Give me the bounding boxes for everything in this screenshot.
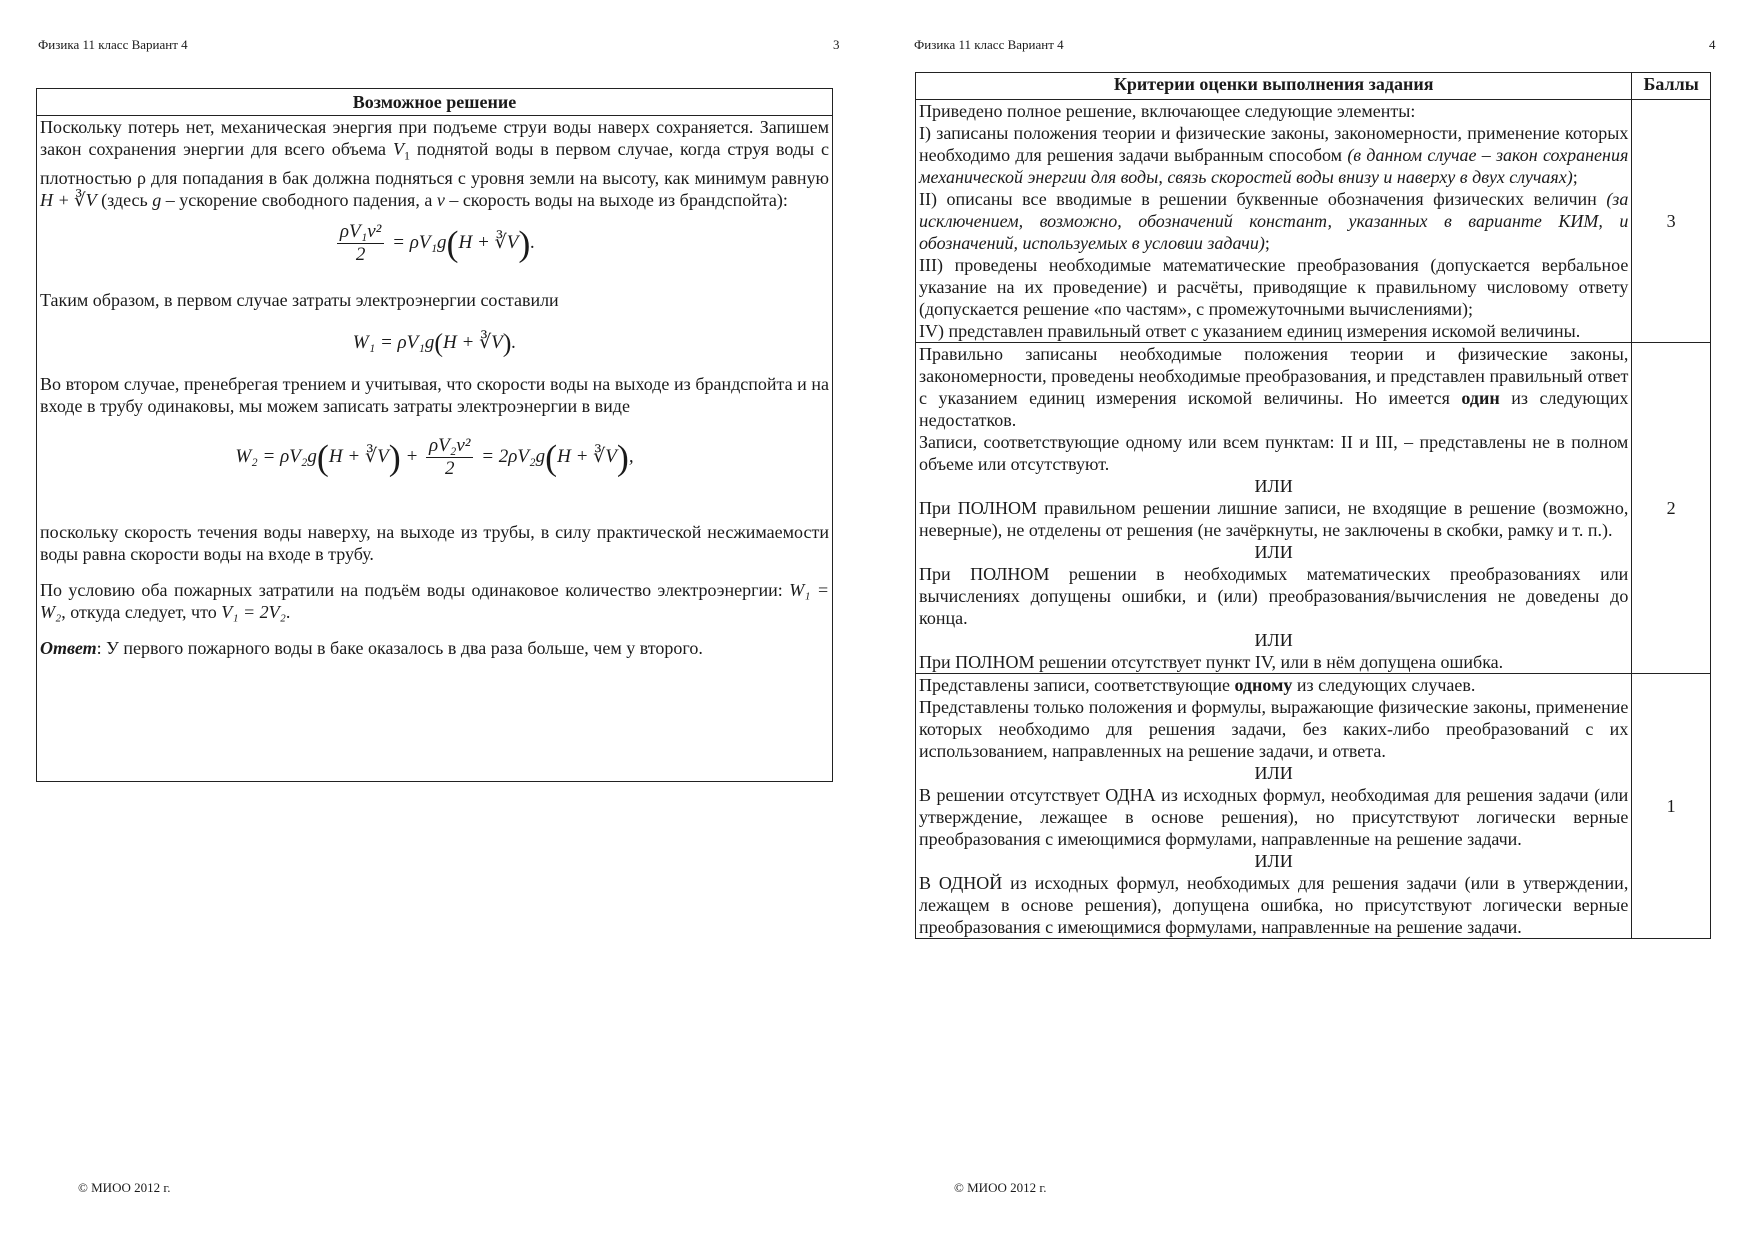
page-header: Физика 11 класс Вариант 4 [38,37,188,52]
fraction: $\frac{\text{ρV₂v²}}{2}$ [426,435,473,480]
score-cell: 1 [1632,674,1711,939]
solution-box [36,88,833,782]
table-header-row [916,73,1711,100]
score-cell: 2 [1632,343,1711,674]
solution-paragraph-4: поскольку скорость течения воды наверху, на выходе из трубы, в силу практической несжимаемости воды равна скорости воды на входе в трубу. [40,521,829,564]
score-column-header: Баллы [1632,73,1711,100]
score-cell: 3 [1632,100,1711,343]
page-number: 3 [833,37,840,52]
or-separator: ИЛИ [1254,476,1293,496]
or-separator: ИЛИ [1254,763,1293,783]
or-separator: ИЛИ [1254,630,1293,650]
page-footer: © МИОО 2012 г. [78,1180,171,1195]
criteria-column-header: Критерии оценки выполнения задания [916,73,1632,100]
right-page [877,0,1754,1239]
criteria-cell: Правильно записаны необходимые положения теории и физические законы, закономерности, проведены необходимые преобразования, и представлен правильный ответ с указанием единиц измерения искомой величины. Но имеется один из следующих недостатков. Записи, соответствующие одному или всем пунктам: II и III, – представлены не в полном объеме или отсутствуют. ИЛИ При ПОЛНОМ правильном решении лишние записи, не входящие в решение (возможно, неверные), не отделены от решения (не зачёркнуты, не заключены в скобки, рамку и т. п.). ИЛИ При ПОЛНОМ решении в необходимых математических преобразованиях или вычислениях допущены ошибки, и (или) преобразования/вычисления не доведены до конца. ИЛИ При ПОЛНОМ решении отсутствует пункт IV, или в нём допущена ошибка. [916,343,1632,674]
table-row-score-1 [916,674,1711,939]
solution-paragraph-5: По условию оба пожарных затратили на подъём воды одинаковое количество электроэнергии: W₁ = W₂, откуда следует, что V₁ = 2V₂. [40,579,830,622]
page-number: 4 [1709,37,1716,52]
table-row-score-2 [916,343,1711,674]
criteria-table [915,72,1711,939]
or-separator: ИЛИ [1254,542,1293,562]
table-row-score-3 [916,100,1711,343]
solution-paragraph-1: Поскольку потерь нет, механическая энергия при подъеме струи воды наверх сохраняется. Запишем закон сохранения энергии для всего объема $V_1$ поднятой воды в первом случае, когда струя воды с плотностью ρ для попадания в бак должна подняться с уровня земли на высоту, как минимум равную H + ∛V (здесь g – ускорение свободного падения, а v – скорость воды на выходе из брандспойта): [40,117,830,210]
equation-w2: W₂ = ρV₂g(H + ∛V) + $\frac{\text{ρV₂v²}}{2}$ = 2ρV₂g(H + ∛V), [235,434,634,479]
solution-answer: Ответ: У первого пожарного воды в баке оказалось в два раза больше, чем у второго. [40,637,703,658]
solution-paragraph-3: Во втором случае, пренебрегая трением и учитывая, что скорости воды на выходе из брандспойта и на входе в трубу одинаковы, мы можем записать затраты электроэнергии в виде [40,373,829,416]
solution-paragraph-2: Таким образом, в первом случае затраты электроэнергии составили [40,289,559,310]
page-footer: © МИОО 2012 г. [954,1180,1047,1195]
solution-title: Возможное решение [37,89,832,116]
fraction: $\frac{\text{ρV₁v²}}{2}$ [337,221,384,266]
criteria-cell: Представлены записи, соответствующие одному из следующих случаев. Представлены только положения и формулы, выражающие физические законы, применение которых необходимо для решения задачи, без каких-либо преобразований с их использованием, направленных на решение задачи, и ответа. ИЛИ В решении отсутствует ОДНА из исходных формул, необходимая для решения задачи (или утверждение, лежащее в основе решения), но присутствуют логически верные преобразования с имеющимися формулами, направленные на решение задачи. ИЛИ В ОДНОЙ из исходных формул, необходимых для решения задачи (или в утверждении, лежащем в основе решения), допущена ошибка, но присутствуют логически верные преобразования с имеющимися формулами, направленные на решение задачи. [916,674,1632,939]
equation-energy: $\frac{\text{ρV₁v²}}{2}$ = ρV₁g(H + ∛V). [40,221,829,289]
page-header: Физика 11 класс Вариант 4 [914,37,1064,52]
equation-w1: W₁ = ρV₁g(H + ∛V). [352,328,517,358]
or-separator: ИЛИ [1254,851,1293,871]
criteria-cell: Приведено полное решение, включающее следующие элементы: I) записаны положения теории и физические законы, закономерности, применение которых необходимо для решения задачи выбранным способом (в данном случае – закон сохранения механической энергии для воды, связь скоростей воды внизу и наверху в двух случаях); II) описаны все вводимые в решении буквенные обозначения физических величин (за исключением, возможно, обозначений констант, указанных в варианте КИМ, и обозначений, используемых в условии задачи); III) проведены необходимые математические преобразования (допускается вербальное указание на их проведение) и расчёты, приводящие к правильному числовому ответу (допускается решение «по частям», с промежуточными вычислениями); IV) представлен правильный ответ с указанием единиц измерения искомой величины. [916,100,1632,343]
solution-body [37,116,832,659]
